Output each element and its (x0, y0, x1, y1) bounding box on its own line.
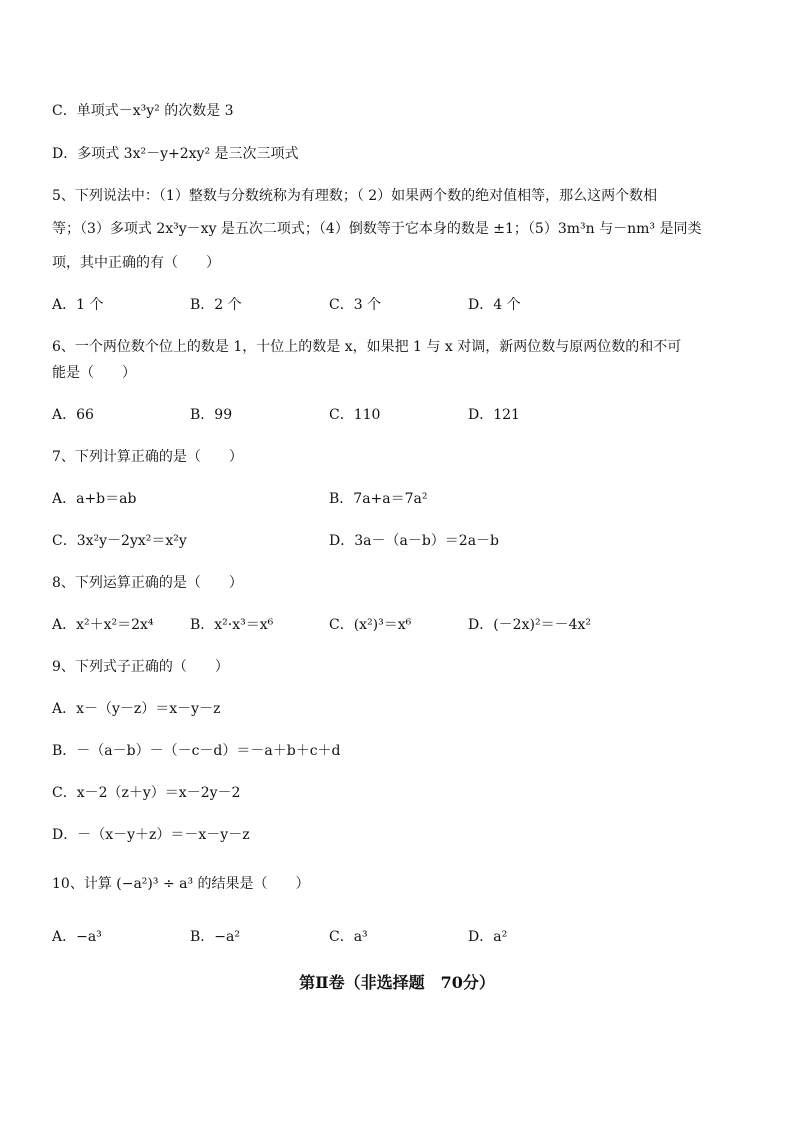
question-9: 9、下列式子正确的（ ） (52, 659, 229, 675)
q6-option-c: C．110 (329, 407, 381, 423)
q5-option-b: B．2 个 (190, 297, 242, 313)
q10-option-a: A．−a³ (52, 929, 102, 945)
question-6-line-2: 能是（ ） (52, 365, 136, 381)
question-5-line-1: 5、下列说法中：（1）整数与分数统称为有理数；（ 2）如果两个数的绝对值相等，那么这两个数相 (52, 188, 658, 204)
q7-option-c: C．3x²y－2yx²＝x²y (52, 533, 187, 549)
question-8: 8、下列运算正确的是（ ） (52, 575, 243, 591)
q6-option-b: B．99 (190, 407, 233, 423)
q6-option-d: D．121 (468, 407, 520, 423)
question-5-line-3: 项，其中正确的有（ ） (52, 255, 220, 271)
q10-option-b: B．−a² (190, 929, 240, 945)
q9-option-c: C．x－2（z＋y）＝x－2y－2 (52, 785, 241, 801)
q8-option-d: D．(－2x)²＝－4x² (468, 617, 591, 633)
q6-option-a: A．66 (52, 407, 94, 423)
q8-option-c: C．(x²)³＝x⁶ (329, 617, 412, 633)
q7-option-d: D．3a－（a－b）＝2a－b (329, 533, 500, 549)
option-c-prev: C．单项式－x³y² 的次数是 3 (52, 103, 234, 119)
q10-option-c: C．a³ (329, 929, 368, 945)
q9-option-b: B．－（a－b）－（－c－d）＝－a＋b＋c＋d (52, 743, 341, 759)
question-5-line-2: 等；（3）多项式 2x³y－xy 是五次二项式；（4）倒数等于它本身的数是 ±1；（5）3m³n 与－nm³ 是同类 (52, 221, 702, 237)
q7-option-a: A．a+b＝ab (52, 491, 137, 507)
q7-option-b: B．7a+a＝7a² (329, 491, 428, 507)
q10-option-d: D．a² (468, 929, 508, 945)
question-10: 10、计算 (−a²)³ ÷ a³ 的结果是（ ） (52, 876, 310, 892)
q5-option-d: D．4 个 (468, 297, 521, 313)
q8-option-a: A．x²＋x²＝2x⁴ (52, 617, 154, 633)
option-d-prev: D．多项式 3x²－y+2xy² 是三次三项式 (52, 146, 299, 162)
q8-option-b: B．x²·x³＝x⁶ (190, 617, 274, 633)
question-6-line-1: 6、一个两位数个位上的数是 1，十位上的数是 x，如果把 1 与 x 对调，新两位数与原两位数的和不可 (52, 339, 682, 355)
q9-option-a: A．x－（y－z）＝x－y－z (52, 701, 221, 717)
question-7: 7、下列计算正确的是（ ） (52, 449, 243, 465)
section-title: 第Ⅱ卷（非选择题 70分） (299, 973, 495, 992)
q9-option-d: D．－（x－y＋z）＝－x－y－z (52, 827, 250, 843)
q5-option-a: A．1 个 (52, 297, 104, 313)
q5-option-c: C．3 个 (329, 297, 382, 313)
